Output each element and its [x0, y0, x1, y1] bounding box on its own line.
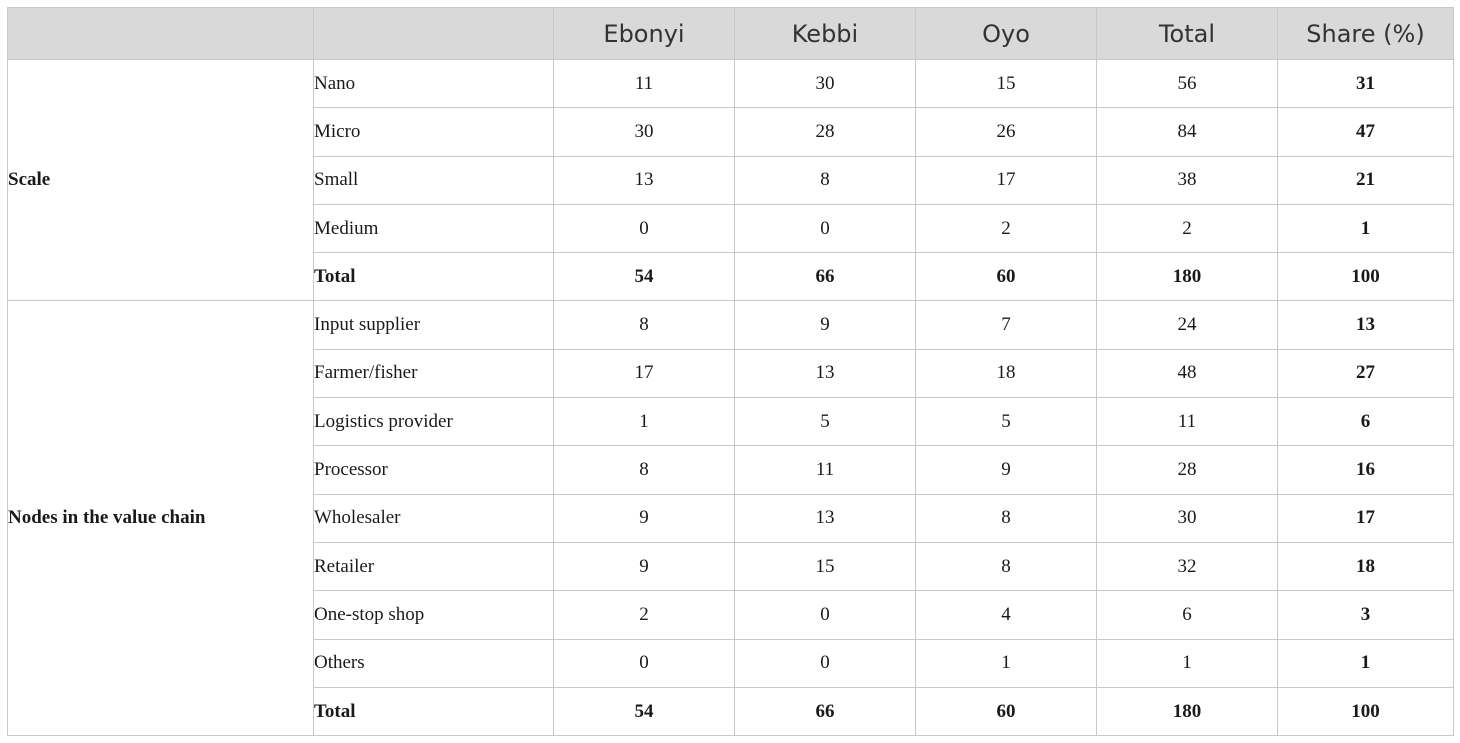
row-label: Logistics provider — [314, 398, 554, 446]
cell-kebbi: 30 — [735, 60, 916, 108]
group-label: Scale — [8, 60, 314, 301]
header-total: Total — [1097, 8, 1278, 60]
cell-ebonyi: 0 — [554, 204, 735, 252]
cell-total: 38 — [1097, 156, 1278, 204]
cell-share: 31 — [1278, 60, 1454, 108]
cell-total: 30 — [1097, 494, 1278, 542]
cell-oyo: 8 — [916, 542, 1097, 590]
group-label: Nodes in the value chain — [8, 301, 314, 736]
cell-oyo: 8 — [916, 494, 1097, 542]
table-row — [8, 60, 1454, 108]
cell-share: 1 — [1278, 639, 1454, 687]
cell-total: 84 — [1097, 108, 1278, 156]
cell-oyo: 15 — [916, 60, 1097, 108]
row-label: Nano — [314, 60, 554, 108]
cell-oyo: 7 — [916, 301, 1097, 349]
cell-oyo: 4 — [916, 591, 1097, 639]
row-label: Wholesaler — [314, 494, 554, 542]
cell-total: 28 — [1097, 446, 1278, 494]
cell-ebonyi: 54 — [554, 253, 735, 301]
header-kebbi: Kebbi — [735, 8, 916, 60]
cell-total: 6 — [1097, 591, 1278, 639]
header-category-column — [314, 8, 554, 60]
cell-share: 17 — [1278, 494, 1454, 542]
cell-kebbi: 13 — [735, 349, 916, 397]
cell-share: 27 — [1278, 349, 1454, 397]
cell-share: 100 — [1278, 253, 1454, 301]
row-label: Micro — [314, 108, 554, 156]
cell-kebbi: 13 — [735, 494, 916, 542]
header-share: Share (%) — [1278, 8, 1454, 60]
cell-kebbi: 0 — [735, 639, 916, 687]
cell-total: 180 — [1097, 253, 1278, 301]
cell-kebbi: 66 — [735, 687, 916, 735]
header-oyo: Oyo — [916, 8, 1097, 60]
cell-kebbi: 0 — [735, 591, 916, 639]
cell-ebonyi: 9 — [554, 494, 735, 542]
header-group-column — [8, 8, 314, 60]
cell-ebonyi: 1 — [554, 398, 735, 446]
cell-share: 13 — [1278, 301, 1454, 349]
cell-oyo: 9 — [916, 446, 1097, 494]
cell-oyo: 18 — [916, 349, 1097, 397]
table-body — [8, 60, 1454, 736]
cell-ebonyi: 17 — [554, 349, 735, 397]
cell-total: 24 — [1097, 301, 1278, 349]
cell-share: 16 — [1278, 446, 1454, 494]
cell-ebonyi: 0 — [554, 639, 735, 687]
row-label: Medium — [314, 204, 554, 252]
header-row — [8, 8, 1454, 60]
row-label: Processor — [314, 446, 554, 494]
cell-oyo: 60 — [916, 253, 1097, 301]
cell-share: 21 — [1278, 156, 1454, 204]
cell-oyo: 5 — [916, 398, 1097, 446]
row-label: One-stop shop — [314, 591, 554, 639]
cell-ebonyi: 30 — [554, 108, 735, 156]
cell-total: 48 — [1097, 349, 1278, 397]
cell-ebonyi: 8 — [554, 301, 735, 349]
cell-oyo: 26 — [916, 108, 1097, 156]
cell-kebbi: 28 — [735, 108, 916, 156]
table-row — [8, 301, 1454, 349]
cell-total: 11 — [1097, 398, 1278, 446]
cell-ebonyi: 9 — [554, 542, 735, 590]
cell-oyo: 60 — [916, 687, 1097, 735]
row-label: Others — [314, 639, 554, 687]
cell-ebonyi: 54 — [554, 687, 735, 735]
row-label: Total — [314, 687, 554, 735]
cell-share: 100 — [1278, 687, 1454, 735]
data-table — [7, 7, 1454, 736]
row-label: Farmer/fisher — [314, 349, 554, 397]
cell-kebbi: 11 — [735, 446, 916, 494]
cell-total: 2 — [1097, 204, 1278, 252]
row-label: Small — [314, 156, 554, 204]
cell-kebbi: 66 — [735, 253, 916, 301]
cell-ebonyi: 2 — [554, 591, 735, 639]
cell-share: 18 — [1278, 542, 1454, 590]
cell-kebbi: 9 — [735, 301, 916, 349]
cell-ebonyi: 11 — [554, 60, 735, 108]
cell-ebonyi: 13 — [554, 156, 735, 204]
cell-total: 56 — [1097, 60, 1278, 108]
cell-kebbi: 8 — [735, 156, 916, 204]
cell-share: 1 — [1278, 204, 1454, 252]
cell-total: 180 — [1097, 687, 1278, 735]
cell-share: 3 — [1278, 591, 1454, 639]
row-label: Total — [314, 253, 554, 301]
cell-kebbi: 0 — [735, 204, 916, 252]
cell-share: 6 — [1278, 398, 1454, 446]
cell-total: 1 — [1097, 639, 1278, 687]
cell-share: 47 — [1278, 108, 1454, 156]
header-ebonyi: Ebonyi — [554, 8, 735, 60]
cell-oyo: 1 — [916, 639, 1097, 687]
cell-kebbi: 15 — [735, 542, 916, 590]
table-header — [8, 8, 1454, 60]
row-label: Input supplier — [314, 301, 554, 349]
cell-oyo: 17 — [916, 156, 1097, 204]
cell-ebonyi: 8 — [554, 446, 735, 494]
row-label: Retailer — [314, 542, 554, 590]
cell-kebbi: 5 — [735, 398, 916, 446]
cell-total: 32 — [1097, 542, 1278, 590]
cell-oyo: 2 — [916, 204, 1097, 252]
